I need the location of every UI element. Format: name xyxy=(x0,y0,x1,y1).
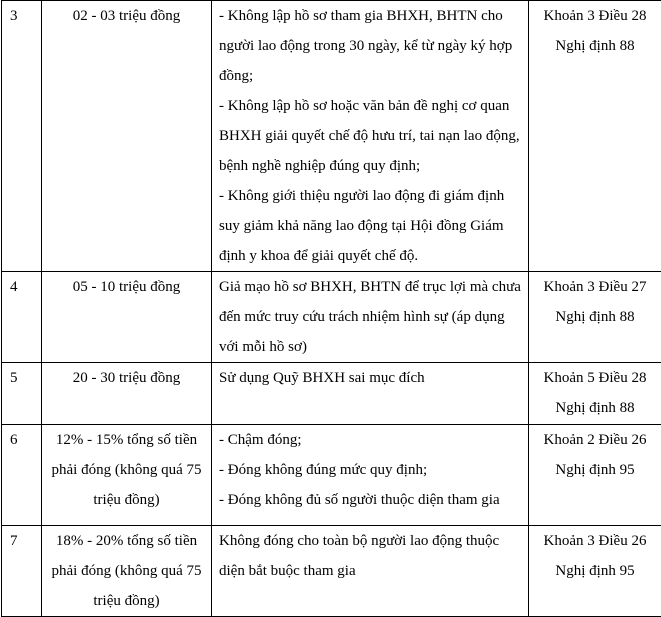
violation-item: - Không lập hồ sơ tham gia BHXH, BHTN cho người lao động trong 30 ngày, kể từ ngày ký hợp đồng; xyxy=(219,1,522,91)
table-row xyxy=(2,272,661,363)
violation-item: Giả mạo hồ sơ BHXH, BHTN để trục lợi mà chưa đến mức truy cứu trách nhiệm hình sự (áp dụng với mỗi hồ sơ) xyxy=(219,272,522,362)
legal-reference: Khoản 3 Điều 27 Nghị định 88 xyxy=(529,272,661,363)
violation-item: - Đóng không đúng mức quy định; xyxy=(219,455,522,485)
violation-item: Không đóng cho toàn bộ người lao động thuộc diện bắt buộc tham gia xyxy=(219,526,522,586)
fine-amount: 05 - 10 triệu đồng xyxy=(42,272,212,363)
violation-item: - Đóng không đủ số người thuộc diện tham gia xyxy=(219,485,522,515)
legal-reference: Khoản 2 Điều 26 Nghị định 95 xyxy=(529,425,661,526)
violation-item: - Chậm đóng; xyxy=(219,425,522,455)
legal-reference: Khoản 5 Điều 28 Nghị định 88 xyxy=(529,363,661,425)
legal-reference: Khoản 3 Điều 26 Nghị định 95 xyxy=(529,526,661,617)
table-row xyxy=(2,363,661,425)
row-number: 6 xyxy=(2,425,42,526)
row-number: 5 xyxy=(2,363,42,425)
table-row xyxy=(2,526,661,617)
violation-description xyxy=(212,1,529,272)
fine-amount: 12% - 15% tổng số tiền phải đóng (không quá 75 triệu đồng) xyxy=(42,425,212,526)
fine-amount: 20 - 30 triệu đồng xyxy=(42,363,212,425)
violation-item: Sử dụng Quỹ BHXH sai mục đích xyxy=(219,363,522,393)
row-number: 3 xyxy=(2,1,42,272)
legal-reference: Khoản 3 Điều 28 Nghị định 88 xyxy=(529,1,661,272)
table-row xyxy=(2,425,661,526)
violation-description xyxy=(212,526,529,617)
fine-amount: 18% - 20% tổng số tiền phải đóng (không quá 75 triệu đồng) xyxy=(42,526,212,617)
penalty-table xyxy=(1,0,661,617)
violation-item: - Không lập hồ sơ hoặc văn bản đề nghị cơ quan BHXH giải quyết chế độ hưu trí, tai nạn lao động, bệnh nghề nghiệp đúng quy định; xyxy=(219,91,522,181)
row-number: 7 xyxy=(2,526,42,617)
violation-description xyxy=(212,363,529,425)
violation-description xyxy=(212,425,529,526)
row-number: 4 xyxy=(2,272,42,363)
table-row xyxy=(2,1,661,272)
fine-amount: 02 - 03 triệu đồng xyxy=(42,1,212,272)
violation-item: - Không giới thiệu người lao động đi giám định suy giảm khả năng lao động tại Hội đồng Giám định y khoa để giải quyết chế độ. xyxy=(219,181,522,271)
violation-description xyxy=(212,272,529,363)
